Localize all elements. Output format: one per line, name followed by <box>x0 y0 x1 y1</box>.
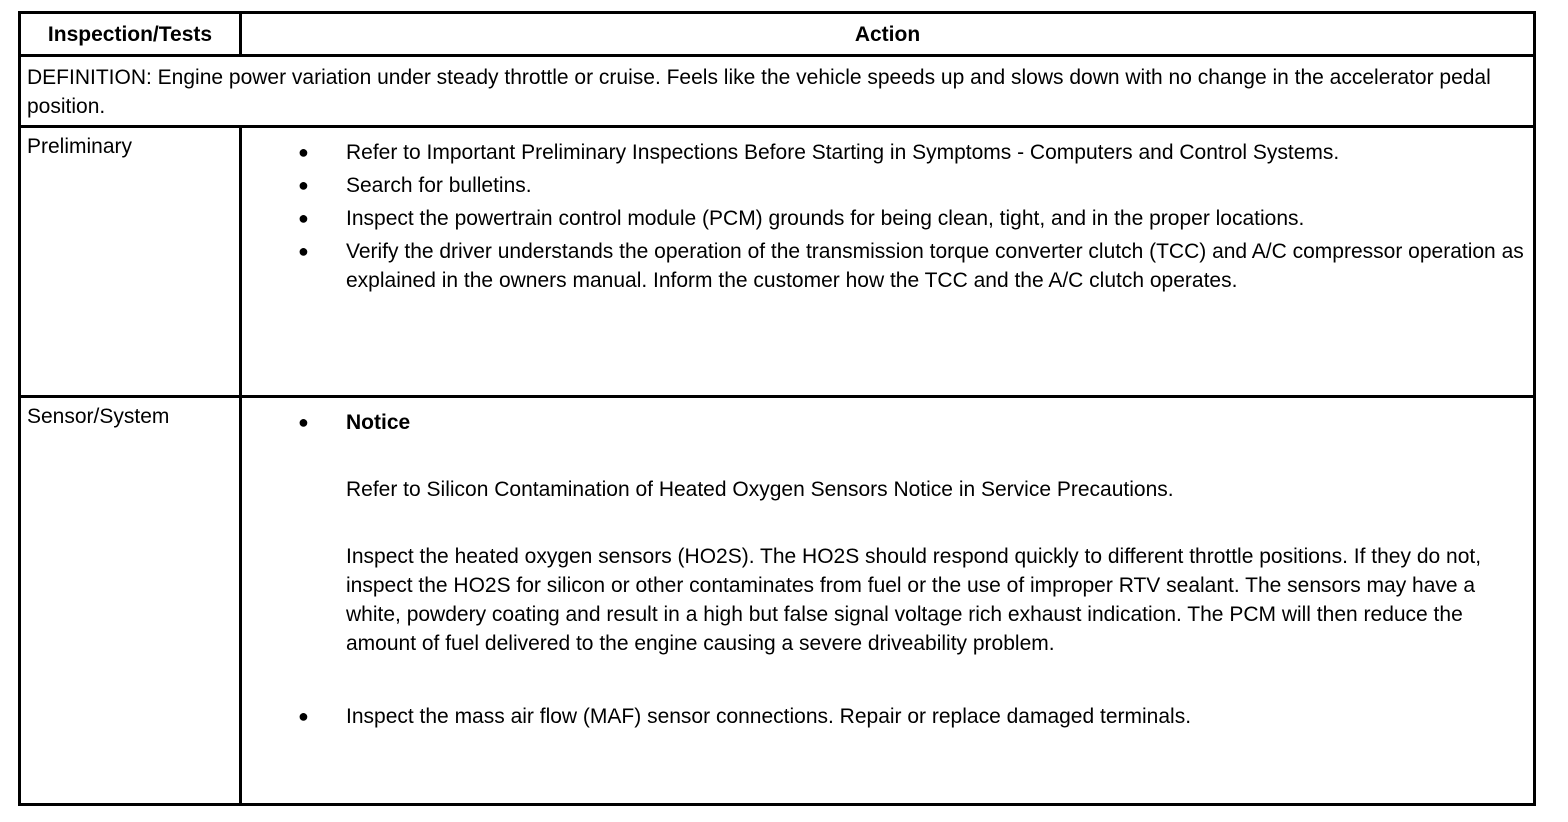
row-label-preliminary: Preliminary <box>20 127 241 397</box>
bullet-icon: ● <box>298 142 309 162</box>
diagnostic-table <box>18 11 1536 806</box>
list-item: ● Inspect the powertrain control module (PCM) grounds for being clean, tight, and in the proper locations. <box>242 204 1525 233</box>
definition-text: DEFINITION: Engine power variation under steady throttle or cruise. Feels like the vehicle speeds up and slows down with no change in the accelerator pedal position. <box>20 56 1535 127</box>
list-item: ● Inspect the mass air flow (MAF) sensor connections. Repair or replace damaged terminals. <box>242 702 1525 731</box>
table-row-sensor-system <box>20 397 1535 805</box>
row-label-sensor-system: Sensor/System <box>20 397 241 805</box>
notice-paragraph: Refer to Silicon Contamination of Heated Oxygen Sensors Notice in Service Precautions. <box>346 478 1174 501</box>
list-item: ● Verify the driver understands the operation of the transmission torque converter clutch (TCC) and A/C compressor operation as explained in the owners manual. Inform the customer how the TCC and the A/C clutch operates. <box>242 237 1525 295</box>
bullet-icon: ● <box>298 412 309 432</box>
header-row <box>20 13 1535 56</box>
header-inspection-tests: Inspection/Tests <box>20 13 241 56</box>
list-item: ● Search for bulletins. <box>242 171 1525 200</box>
list-item-notice <box>242 408 1525 658</box>
list-item: ● Refer to Important Preliminary Inspections Before Starting in Symptoms - Computers and Control Systems. <box>242 138 1525 167</box>
notice-paragraph: Inspect the heated oxygen sensors (HO2S). The HO2S should respond quickly to different throttle positions. If they do not, inspect the HO2S for silicon or other contaminates from fuel or the use of improper RTV sealant. The sensors may have a white, powdery coating and result in a high but false signal voltage rich exhaust indication. The PCM will then reduce the amount of fuel delivered to the engine causing a severe driveability problem. <box>346 545 1482 655</box>
table-row-preliminary <box>20 127 1535 397</box>
action-cell-preliminary <box>241 127 1535 397</box>
bullet-icon: ● <box>298 241 309 261</box>
bullet-icon: ● <box>298 706 309 726</box>
action-cell-sensor-system <box>241 397 1535 805</box>
bullet-icon: ● <box>298 208 309 228</box>
bullet-icon: ● <box>298 175 309 195</box>
notice-title: Notice <box>346 411 411 434</box>
header-action: Action <box>241 13 1535 56</box>
definition-row <box>20 56 1535 127</box>
